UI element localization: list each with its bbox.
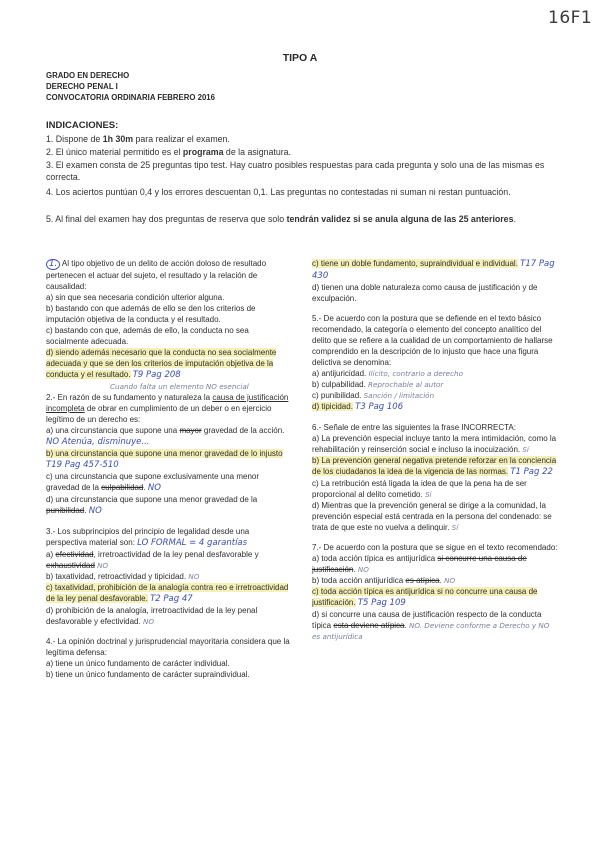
question-4-continued xyxy=(312,258,558,304)
question-5 xyxy=(312,313,558,413)
question-7-option-b: b) toda acción antijurídica es atípica. NO xyxy=(312,576,456,585)
question-5-option-a: a) antijuricidad. Ilícito, contrario a derecho xyxy=(312,369,464,378)
header-course: DERECHO PENAL I xyxy=(46,82,118,91)
question-2-stem: 2.- En razón de su fundamento y naturaleza la causa de justificación incompleta de obrar en cumplimiento de un deber o en ejercicio legítimo de un derecho es: xyxy=(46,393,289,424)
question-5-option-c: c) punibilidad. Sanción / limitación xyxy=(312,391,435,400)
question-1 xyxy=(46,258,292,381)
left-column xyxy=(46,258,292,680)
instruction-3: 3. El examen consta de 25 preguntas tipo test. Hay cuatro posibles respuestas para cada pregunta y solo una de las mismas es correcta. xyxy=(46,160,545,182)
handwritten-corner-note: 16F1 xyxy=(548,8,593,28)
header-degree: GRADO EN DERECHO xyxy=(46,71,130,80)
question-4-option-c: c) tiene un doble fundamento, supraindividual e individual. T17 Pag 430 xyxy=(312,259,555,281)
question-2 xyxy=(46,381,292,517)
question-1-option-d: d) siendo además necesario que la conducta no sea socialmente adecuada y que se den los criterios de imputación objetiva de la conducta y el resultado. T9 Pag 208 xyxy=(46,348,277,380)
question-2-option-c: c) una circunstancia que supone exclusivamente una menor gravedad de la culpabilidad. NO xyxy=(46,472,260,493)
question-6-option-d: d) Mientras que la prevención general se dirige a la comunidad, la prevención especial está centrada en la persona del condenado: se trata de que este no vuelva a delinquir. Sí xyxy=(312,501,552,532)
question-7-option-d: d) si concurre una causa de justificación respecto de la conducta típica esta deviene atípica. NO. Deviene conforme a Derecho y NO es antijurídica xyxy=(312,610,550,641)
instruction-1: 1. Dispone de 1h 30m para realizar el examen. xyxy=(46,134,230,144)
question-1-option-b: b) bastando con que además de ello se den los criterios de imputación objetiva de la conducta y el resultado. xyxy=(46,304,256,324)
instruction-2: 2. El único material permitido es el programa de la asignatura. xyxy=(46,147,291,157)
question-2-option-a: a) una circunstancia que supone una mayor gravedad de la acción. NO Atenúa, disminuye... xyxy=(46,426,285,447)
question-2-option-b: b) una circunstancia que supone una menor gravedad de lo injusto T19 Pag 457-510 xyxy=(46,449,283,470)
question-1-number: 1. xyxy=(46,259,60,270)
question-3 xyxy=(46,526,292,627)
right-column xyxy=(312,258,558,642)
question-3-option-a: a) efectividad, irretroactividad de la ley penal desfavorable y exhaustividad NO xyxy=(46,550,259,570)
question-6 xyxy=(312,422,558,533)
question-4-option-b: b) tiene un único fundamento de carácter supraindividual. xyxy=(46,670,250,679)
question-7-option-c: c) toda acción típica es antijurídica si no concurre una causa de justificación. T5 Pag 109 xyxy=(312,587,538,608)
exam-title: TIPO A xyxy=(282,52,318,64)
question-2-option-d: d) una circunstancia que supone una menor gravedad de la punibilidad. NO xyxy=(46,495,258,516)
instructions-title: INDICACIONES: xyxy=(46,120,119,131)
instruction-4: 4. Los aciertos puntúan 0,4 y los errores descuentan 0,1. Las preguntas no contestadas ni suman ni restan puntuación. xyxy=(46,187,511,197)
question-7 xyxy=(312,542,558,642)
question-4-option-d: d) tienen una doble naturaleza como causa de justificación y de exculpación. xyxy=(312,283,538,303)
question-2-top-note: Cuando falta un elemento NO esencial xyxy=(110,382,249,391)
instruction-5: 5. Al final del examen hay dos preguntas de reserva que solo tendrán validez si se anula alguna de las 25 anteriores. xyxy=(46,214,516,224)
question-1-option-a: a) sin que sea necesaria condición ulterior alguna. xyxy=(46,293,225,302)
question-1-stem: 1. Al tipo objetivo de un delito de acción doloso de resultado pertenecen el actuar del sujeto, el resultado y la relación de causalidad: xyxy=(46,259,267,291)
question-6-stem: 6.- Señale de entre las siguientes la frase INCORRECTA: xyxy=(312,423,516,432)
question-3-stem: 3.- Los subprincipios del principio de legalidad desde una perspectiva material son: LO FORMAL = 4 garantías xyxy=(46,527,250,548)
question-5-option-b: b) culpabilidad. Reprochable al autor xyxy=(312,380,444,389)
question-5-stem: 5.- De acuerdo con la postura que se defiende en el texto básico recomendado, la categoría o elemento del concepto analítico del delito que se refiere a la cualidad de un comportamiento de hallarse comprendido en la descripción de lo injusto que hace una figura delictiva se denomina: xyxy=(312,314,553,367)
question-6-option-c: c) La retribución está ligada la idea de que la pena ha de ser proporcional al delito cometido. Sí xyxy=(312,479,527,499)
question-7-stem: 7.- De acuerdo con la postura que se sigue en el texto recomendado: xyxy=(312,543,558,552)
question-3-option-d: d) prohibición de la analogía, irretroactividad de la ley penal desfavorable y efectividad. NO xyxy=(46,606,258,626)
question-7-d-note: NO. Deviene conforme a Derecho y NO es antijurídica xyxy=(312,621,550,641)
question-5-option-d: d) tipicidad. T3 Pag 106 xyxy=(312,402,404,412)
question-4-stem: 4.- La opinión doctrinal y jurisprudencial mayoritaria considera que la legítima defensa: xyxy=(46,637,290,657)
question-6-option-b: b) La prevención general negativa pretende reforzar en la conciencia de los ciudadanos la idea de la vigencia de las normas. T1 Pag 22 xyxy=(312,456,557,477)
question-3-option-c: c) taxatividad, prohibición de la analogía contra reo e irretroactividad de la ley penal desfavorable. T2 Pag 47 xyxy=(46,583,289,604)
question-1-option-c: c) bastando con que, además de ello, la conducta no sea socialmente adecuada. xyxy=(46,326,249,346)
question-4 xyxy=(46,636,292,680)
question-3-option-b: b) taxatividad, retroactividad y tipicidad. NO xyxy=(46,572,200,581)
header-session: CONVOCATORIA ORDINARIA FEBRERO 2016 xyxy=(46,93,215,102)
question-7-option-a: a) toda acción típica es antijurídica si concurre una causa de justificación. NO xyxy=(312,554,527,574)
question-1-d-note: T9 Pag 208 xyxy=(132,370,181,380)
question-4-option-a: a) tiene un único fundamento de carácter individual. xyxy=(46,659,230,668)
question-6-option-a: a) La prevención especial incluye tanto la mera intimidación, como la rehabilitación y reinserción social e incluso la inocuización. Sí xyxy=(312,434,557,454)
